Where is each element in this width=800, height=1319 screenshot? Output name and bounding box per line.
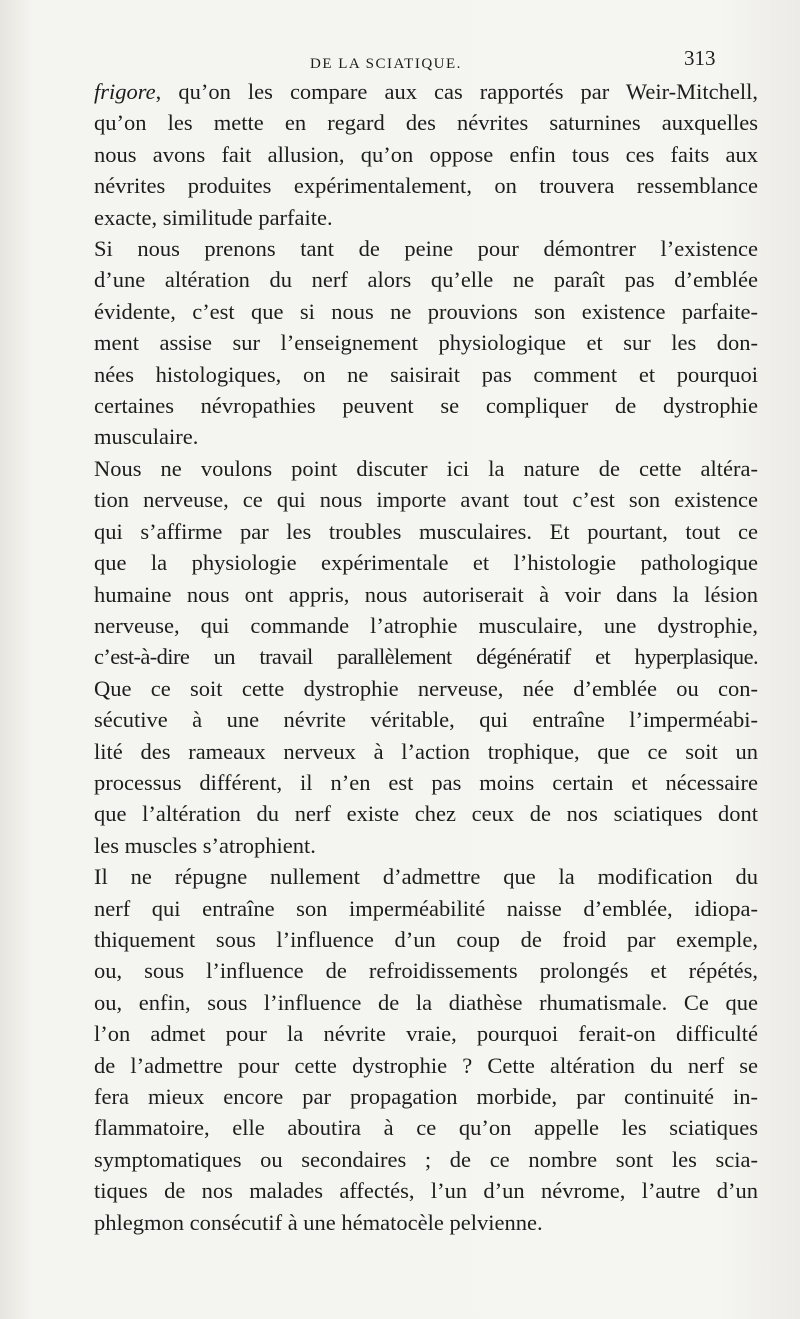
paragraph-1 — [94, 76, 758, 233]
text-line: musculaire. — [94, 424, 199, 450]
text-line: symptomatiques ou secondaires ; de ce nombre sont les scia- — [94, 1146, 758, 1172]
text-line: nerveuse, qui commande l’atrophie musculaire, une dystrophie, — [94, 612, 758, 638]
text-line: lité des rameaux nerveux à l’action trophique, que ce soit un — [94, 738, 758, 764]
paragraph-5 — [94, 861, 758, 1238]
text-line: qu’on les mette en regard des névrites saturnines auxquelles — [94, 110, 758, 136]
text-line: névrites produites expérimentalement, on trouvera ressemblance — [94, 173, 758, 199]
paragraph-2 — [94, 233, 758, 453]
text-line: sécutive à une névrite véritable, qui entraîne l’imperméabi- — [94, 707, 758, 733]
text-line: évidente, c’est que si nous ne prouvions son existence parfaite- — [94, 298, 758, 324]
text-line: exacte, similitude parfaite. — [94, 204, 333, 230]
text-line: Il ne répugne nullement d’admettre que la modification du — [94, 864, 758, 890]
italic-word: frigore — [94, 79, 156, 104]
text-line: fera mieux encore par propagation morbide, par continuité in- — [94, 1084, 758, 1109]
text-line: l’on admet pour la névrite vraie, pourquoi ferait-on difficulté — [94, 1021, 758, 1047]
text-line: que l’altération du nerf existe chez ceux de nos sciatiques dont — [94, 801, 758, 827]
text-line: d’une altération du nerf alors qu’elle ne paraît pas d’emblée — [94, 267, 758, 293]
body-text — [94, 76, 758, 1238]
paragraph-4 — [94, 673, 758, 861]
text-line: nées histologiques, on ne saisirait pas comment et pourquoi — [94, 361, 758, 387]
text-line: Nous ne voulons point discuter ici la nature de cette altéra- — [94, 455, 758, 481]
paragraph-3 — [94, 453, 758, 673]
text-line: humaine nous ont appris, nous autoriserait à voir dans la lésion — [94, 581, 758, 607]
text-line: que la physiologie expérimentale et l’histologie pathologique — [94, 550, 758, 576]
text-line: certaines névropathies peuvent se compliquer de dystrophie — [94, 393, 758, 419]
text-line: c’est-à-dire un travail parallèlement dégénératif et hyperplasique. — [94, 644, 758, 670]
text-line: processus différent, il n’en est pas moins certain et nécessaire — [94, 769, 758, 795]
text-line: tiques de nos malades affectés, l’un d’un névrome, l’autre d’un — [94, 1178, 758, 1204]
text-line — [94, 76, 758, 107]
text-line: nous avons fait allusion, qu’on oppose enfin tous ces faits aux — [94, 141, 758, 167]
text-line: flammatoire, elle aboutira à ce qu’on appelle les sciatiques — [94, 1115, 758, 1141]
text-line: Si nous prenons tant de peine pour démontrer l’existence — [94, 236, 758, 262]
text-line: qui s’affirme par les troubles musculaires. Et pourtant, tout ce — [94, 518, 758, 544]
page-number: 313 — [684, 46, 716, 70]
text-line: tion nerveuse, ce qui nous importe avant tout c’est son existence — [94, 487, 758, 513]
text-line: phlegmon consécutif à une hématocèle pelvienne. — [94, 1209, 543, 1235]
text-line: nerf qui entraîne son imperméabilité naisse d’emblée, idiopa- — [94, 895, 758, 921]
running-title: DE LA SCIATIQUE. — [310, 56, 462, 72]
text-line-rest: , qu’on les compare aux cas rapportés par Weir-Mitchell, — [155, 79, 758, 104]
text-line: ou, enfin, sous l’influence de la diathèse rhumatismale. Ce que — [94, 989, 758, 1015]
text-line: thiquement sous l’influence d’un coup de froid par exemple, — [94, 926, 758, 952]
text-line: de l’admettre pour cette dystrophie ? Cette altération du nerf se — [94, 1052, 758, 1078]
text-line: ment assise sur l’enseignement physiologique et sur les don- — [94, 330, 758, 356]
text-line: ou, sous l’influence de refroidissements prolongés et répétés, — [94, 958, 758, 984]
text-line: les muscles s’atrophient. — [94, 832, 316, 858]
text-line: Que ce soit cette dystrophie nerveuse, née d’emblée ou con- — [94, 675, 758, 701]
